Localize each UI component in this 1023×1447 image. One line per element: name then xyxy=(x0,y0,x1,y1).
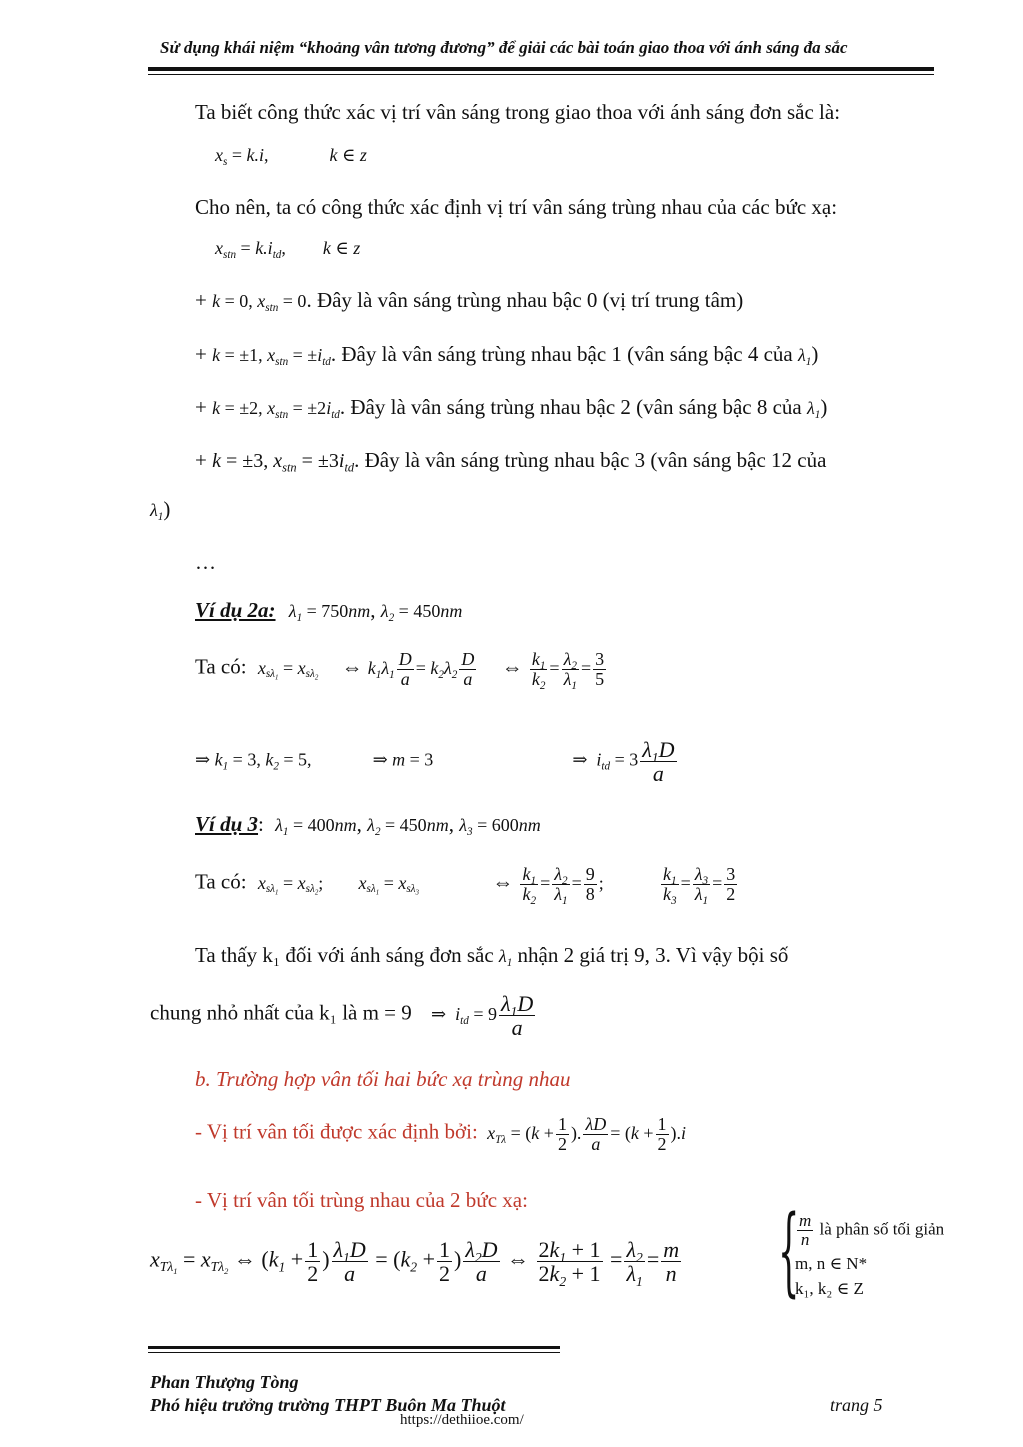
footer-rule-thick xyxy=(148,1346,560,1349)
footer-rule-thin xyxy=(148,1352,560,1353)
example-2a-result: ⇒ $k_1 = 3$, $k_2 = 5$, ⇒ m = 3 ⇒ $i_{td} = 3$ $\frac{\lambda_1D}{a}$ xyxy=(195,737,675,787)
paragraph-lcm: Ta thấy k₁ đối với ánh sáng đơn sắc $\lambda_1$ nhận 2 giá trị 9, 3. Vì vậy bội số xyxy=(195,943,789,969)
section-b-heading: b. Trường hợp vân tối hai bức xạ trùng nhau xyxy=(195,1067,571,1091)
example-2a-equation: Ta có: $x_{s\lambda_1} = x_{s\lambda_2}$ ⇔ $k_1\lambda_1$ $\frac{D}{a}$ = $k_2\lambda_2$ $\frac{D}{a}$ ⇔ $\frac{k_1}{k_2}$ = $\frac{\lambda_2}{\lambda_1}$ = $\frac{3}{5}$ xyxy=(195,649,605,692)
list-item-order-0: + k = 0, $x_{stn} = 0$. Đây là vân sáng trùng nhau bậc 0 (vị trí trung tâm) xyxy=(195,288,744,314)
list-item-order-3-cont: $\lambda_1$) xyxy=(150,497,171,523)
condition-1: $\frac{m}{n}$ là phân số tối giản xyxy=(799,1211,945,1249)
conditions-brace: { xyxy=(778,1195,800,1307)
dark-fringe-equation: $x_{T\lambda_1} = x_{T\lambda_2}$ ⇔ ($k_1$ + $\frac{1}{2}$ ) $\frac{\lambda_1D}{a}$ = ($k_2$ + $\frac{1}{2}$ ) $\frac{\lambda_2D}{a}$ ⇔ $\frac{2k_1 + 1}{2k_2 + 1}$ = $\frac{\lambda_2}{\lambda_1}$ = $\frac{m}{n}$ xyxy=(150,1237,680,1289)
ellipsis: … xyxy=(195,550,216,574)
header-rule-thick xyxy=(148,67,934,71)
example-2a-label: Ví dụ 2a: xyxy=(195,598,276,622)
paragraph-lcm-line2: chung nhỏ nhất của k₁ là m = 9 ⇒ $i_{td} = 9$ $\frac{\lambda_1D}{a}$ xyxy=(150,991,534,1041)
example-3-equation: Ta có: $x_{s\lambda_1} = x_{s\lambda_2}$; $x_{s\lambda_1} = x_{s\lambda_3}$ ⇔ $\frac{k_1}{k_2}$ = $\frac{\lambda_2}{\lambda_1}$ = $\frac{9}{8}$ ; $\frac{k_1}{k_3}$ = $\frac{\lambda_3}{\lambda_1}$ = $\frac{3}{2}$ xyxy=(195,864,736,907)
condition-2: m, n ∈ N* xyxy=(795,1253,868,1273)
example-3: Ví dụ 3: $\lambda_1 = 400nm$, $\lambda_2 = 450nm$, $\lambda_3 = 600nm$ xyxy=(195,812,541,838)
example-2a: Ví dụ 2a: $\lambda_1 = 750nm$, $\lambda_2 = 450nm$ xyxy=(195,598,463,624)
conditions-block xyxy=(795,1212,944,1301)
example-3-label: Ví dụ 3 xyxy=(195,812,259,836)
dark-fringe-position: - Vị trí vân tối được xác định bởi: $x_{T\lambda} = (k$ + $\frac{1}{2}$ ). $\frac{\lambda D}{a}$ = (k + $\frac{1}{2}$ ).i xyxy=(195,1114,687,1154)
footer-author: Phan Thượng Tòng xyxy=(150,1372,299,1392)
footer-role: Phó hiệu trưởng trường THPT Buôn Ma Thuột xyxy=(150,1395,506,1415)
taco-label-2: Ta có: xyxy=(195,869,247,894)
header-title: Sử dụng khái niệm “khoảng vân tương đương” để giải các bài toán giao thoa với ánh sáng đa sắc xyxy=(160,38,848,57)
footer-url[interactable]: https://dethiioe.com/ xyxy=(400,1412,524,1428)
paragraph-coincident-fringe: Cho nên, ta có công thức xác định vị trí vân sáng trùng nhau của các bức xạ: xyxy=(195,195,838,219)
formula-xstn: $x_{stn} = k.i_{td}$, k ∈ z xyxy=(215,238,361,261)
list-item-order-1: + k = ±1, $x_{stn} = \pm i_{td}$. Đây là vân sáng trùng nhau bậc 1 (vân sáng bậc 4 của $\lambda_1$) xyxy=(195,342,819,368)
condition-3: k₁, k₂ ∈ Z xyxy=(795,1278,864,1298)
list-item-order-3: + k = ±3, $x_{stn} = \pm 3i_{td}$. Đây là vân sáng trùng nhau bậc 3 (vân sáng bậc 12 của xyxy=(195,448,827,475)
paragraph-bright-fringe: Ta biết công thức xác vị trí vân sáng trong giao thoa với ánh sáng đơn sắc là: xyxy=(195,100,841,124)
taco-label: Ta có: xyxy=(195,654,247,679)
list-item-order-2: + k = ±2, $x_{stn} = \pm 2i_{td}$. Đây là vân sáng trùng nhau bậc 2 (vân sáng bậc 8 của $\lambda_1$) xyxy=(195,395,828,421)
header-rule-thin xyxy=(148,74,934,75)
dark-fringe-coincident: - Vị trí vân tối trùng nhau của 2 bức xạ: xyxy=(195,1188,528,1212)
formula-xs: $x_s = k.i$, k ∈ z xyxy=(215,145,367,168)
footer-page-number: trang 5 xyxy=(830,1395,883,1415)
